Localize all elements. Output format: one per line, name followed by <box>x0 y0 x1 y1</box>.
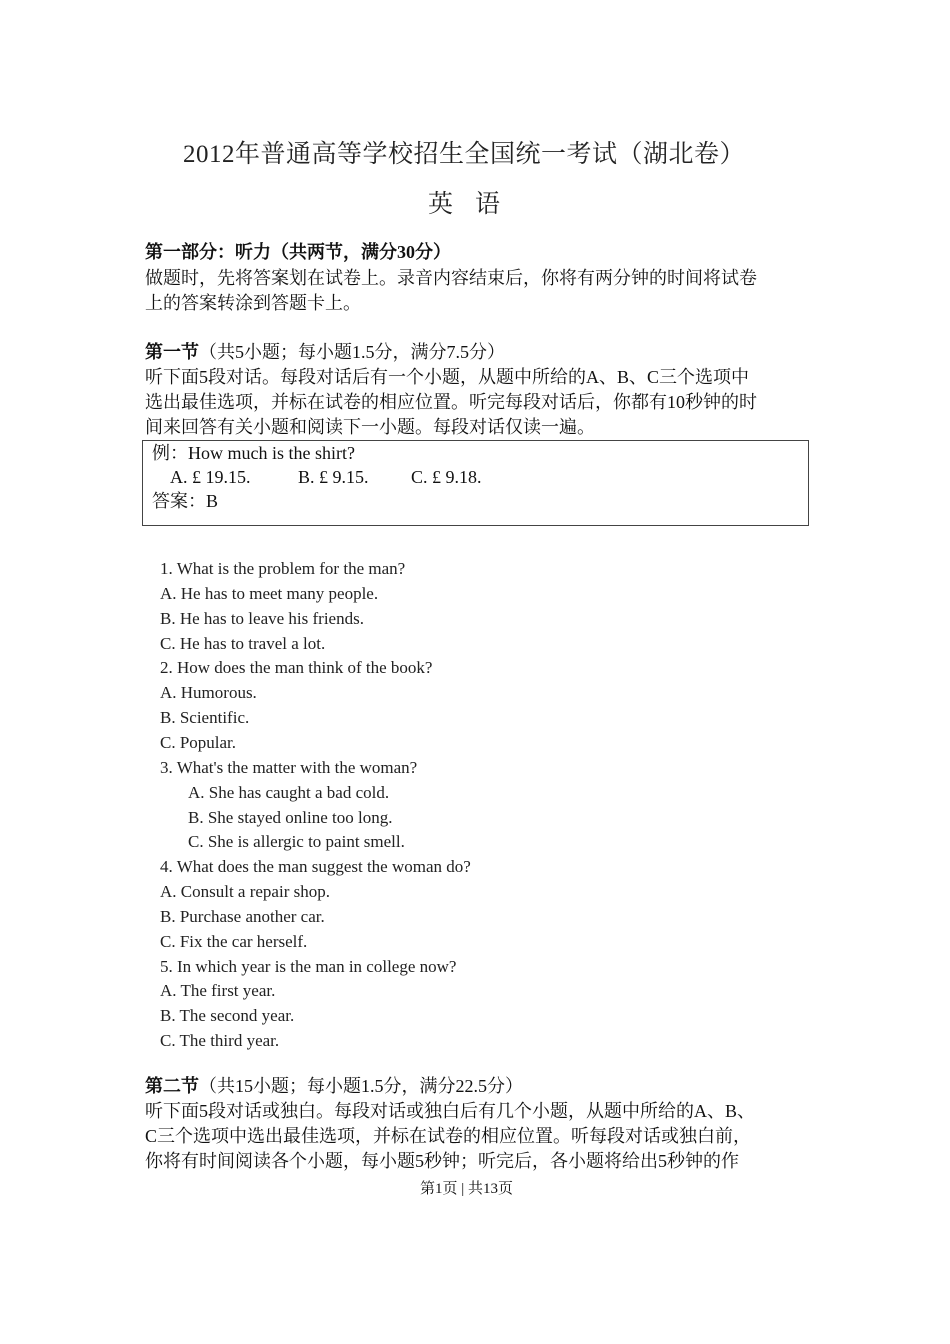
part1-instruction-line: 做题时，先将答案划在试卷上。录音内容结束后，你将有两分钟的时间将试卷 <box>145 268 757 288</box>
example-box <box>142 440 809 526</box>
section2-heading <box>145 1077 523 1095</box>
answer-option: A. Humorous. <box>160 683 257 703</box>
section1-heading-label: 第一节 <box>145 342 199 362</box>
answer-option: C. She is allergic to paint smell. <box>188 832 405 852</box>
section1-instruction-line: 听下面5段对话。每段对话后有一个小题，从题中所给的A、B、C三个选项中 <box>145 367 750 387</box>
section2-heading-detail: （共15小题；每小题1.5分，满分22.5分） <box>199 1076 523 1096</box>
question-stem: 4. What does the man suggest the woman do? <box>160 857 471 877</box>
section1-heading <box>145 343 505 361</box>
answer-option: C. The third year. <box>160 1031 280 1051</box>
section1-instruction-line: 选出最佳选项，并标在试卷的相应位置。听完每段对话后，你都有10秒钟的时 <box>145 392 757 412</box>
section2-instruction-line: 听下面5段对话或独白。每段对话或独白后有几个小题，从题中所给的A、B、 <box>145 1101 756 1121</box>
question-stem: 3. What's the matter with the woman? <box>160 757 418 777</box>
answer-option: C. He has to travel a lot. <box>160 633 326 653</box>
answer-option: B. He has to leave his friends. <box>160 608 364 628</box>
subject-title: 英语 <box>428 191 523 218</box>
answer-option: B. Purchase another car. <box>160 906 325 926</box>
page-footer: 第1页 | 共13页 <box>420 1181 514 1197</box>
question-stem: 5. In which year is the man in college now? <box>160 956 457 976</box>
answer-option: A. The first year. <box>160 981 276 1001</box>
section2-instruction-line: 你将有时间阅读各个小题，每小题5秒钟；听完后，各小题将给出5秒钟的作 <box>145 1151 739 1171</box>
part1-heading: 第一部分：听力（共两节，满分30分） <box>145 242 451 262</box>
exam-title: 2012年普通高等学校招生全国统一考试（湖北卷） <box>183 141 746 168</box>
section2-instruction-line: C三个选项中选出最佳选项，并标在试卷的相应位置。听每段对话或独白前， <box>145 1126 752 1146</box>
section1-heading-detail: （共5小题；每小题1.5分，满分7.5分） <box>199 342 505 362</box>
example-question: 例：How much is the shirt? <box>152 443 355 463</box>
answer-option: B. She stayed online too long. <box>188 807 393 827</box>
answer-option: B. Scientific. <box>160 708 250 728</box>
answer-option: B. The second year. <box>160 1006 295 1026</box>
section2-heading-label: 第二节 <box>145 1076 199 1096</box>
answer-option: C. Popular. <box>160 732 237 752</box>
part1-instruction-line: 上的答案转涂到答题卡上。 <box>145 293 361 313</box>
section1-instruction-line: 间来回答有关小题和阅读下一小题。每段对话仅读一遍。 <box>145 417 595 437</box>
answer-option: A. She has caught a bad cold. <box>188 782 390 802</box>
example-option-a: A. £ 19.15. <box>170 467 251 487</box>
example-option-b: B. £ 9.15. <box>298 467 369 487</box>
answer-option: A. He has to meet many people. <box>160 583 379 603</box>
answer-option: A. Consult a repair shop. <box>160 882 330 902</box>
example-answer: 答案：B <box>152 491 219 511</box>
example-option-c: C. £ 9.18. <box>411 467 482 487</box>
answer-option: C. Fix the car herself. <box>160 931 308 951</box>
question-stem: 2. How does the man think of the book? <box>160 658 433 678</box>
question-stem: 1. What is the problem for the man? <box>160 559 406 578</box>
